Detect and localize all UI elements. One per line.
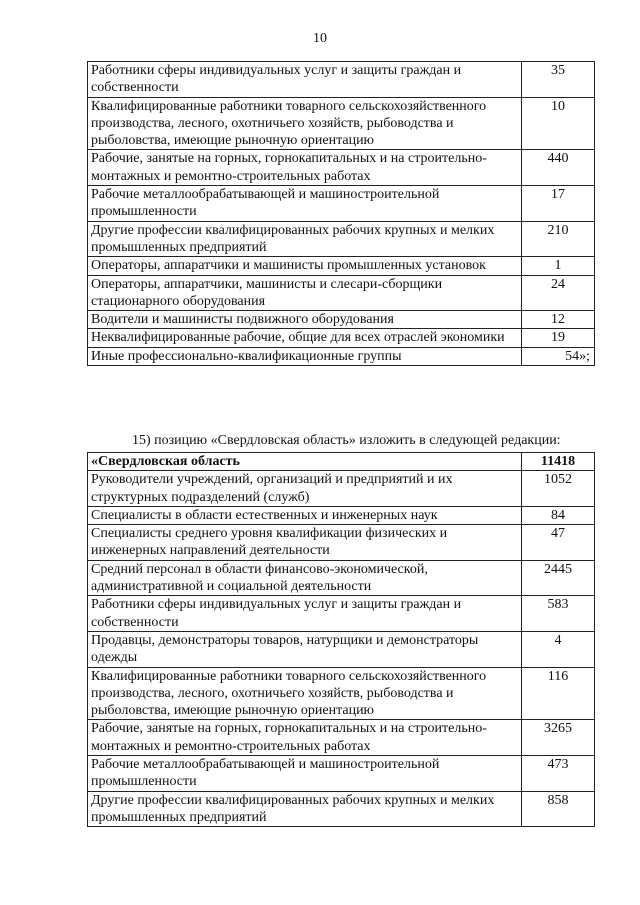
- row-value: 1052: [522, 471, 595, 507]
- row-value: 17: [522, 186, 595, 222]
- region-header-row: [88, 453, 595, 471]
- sverdlovsk-region-table: [87, 452, 595, 827]
- row-label: Специалисты в области естественных и инженерных наук: [88, 506, 522, 524]
- row-label: Работники сферы индивидуальных услуг и защиты граждан и собственности: [88, 596, 522, 632]
- table-row: [88, 97, 595, 150]
- table-body: [88, 62, 595, 366]
- row-label: Операторы, аппаратчики и машинисты промышленных установок: [88, 257, 522, 275]
- row-value: 4: [522, 631, 595, 667]
- row-label: Руководители учреждений, организаций и предприятий и их структурных подразделений (служб): [88, 471, 522, 507]
- table-row: [88, 329, 595, 347]
- row-value: 3265: [522, 720, 595, 756]
- table-row: [88, 596, 595, 632]
- row-label: Продавцы, демонстраторы товаров, натурщики и демонстраторы одежды: [88, 631, 522, 667]
- table-row: [88, 720, 595, 756]
- table-row: [88, 311, 595, 329]
- row-label: Рабочие, занятые на горных, горнокапитальных и на строительно-монтажных и ремонтно-строительных работах: [88, 150, 522, 186]
- page-number: 10: [313, 31, 327, 46]
- row-value: 54»;: [522, 347, 595, 365]
- table-row: [88, 560, 595, 596]
- table-row: [88, 221, 595, 257]
- row-value: 440: [522, 150, 595, 186]
- table-row: [88, 62, 595, 98]
- row-value: 35: [522, 62, 595, 98]
- row-value: 24: [522, 275, 595, 311]
- row-label: Квалифицированные работники товарного сельскохозяйственного производства, лесного, охотничьего хозяйств, рыбоводства и рыболовства, имеющие рыночную ориентацию: [88, 97, 522, 150]
- region-name: «Свердловская область: [88, 453, 522, 471]
- row-value: 47: [522, 525, 595, 561]
- row-value: 12: [522, 311, 595, 329]
- row-label: Рабочие, занятые на горных, горнокапитальных и на строительно-монтажных и ремонтно-строительных работах: [88, 720, 522, 756]
- table-row: [88, 667, 595, 720]
- row-label: Иные профессионально-квалификационные группы: [88, 347, 522, 365]
- row-value: 19: [522, 329, 595, 347]
- row-value: 473: [522, 756, 595, 792]
- table-row: [88, 471, 595, 507]
- row-value: 84: [522, 506, 595, 524]
- row-value: 10: [522, 97, 595, 150]
- row-value: 858: [522, 791, 595, 827]
- table-row: [88, 756, 595, 792]
- amendment-intro-text: 15) позицию «Свердловская область» изложить в следующей редакции:: [132, 433, 561, 448]
- row-label: Рабочие металлообрабатывающей и машиностроительной промышленности: [88, 186, 522, 222]
- table-body: [88, 453, 595, 827]
- table-row: [88, 275, 595, 311]
- row-label: Средний персонал в области финансово-экономической, административной и социальной деятельности: [88, 560, 522, 596]
- table-row: [88, 257, 595, 275]
- row-label: Квалифицированные работники товарного сельскохозяйственного производства, лесного, охотничьего хозяйств, рыбоводства и рыболовства, имеющие рыночную ориентацию: [88, 667, 522, 720]
- row-label: Другие профессии квалифицированных рабочих крупных и мелких промышленных предприятий: [88, 221, 522, 257]
- table-row: [88, 150, 595, 186]
- row-value: 116: [522, 667, 595, 720]
- row-value: 583: [522, 596, 595, 632]
- occupation-table-continued: [87, 61, 595, 366]
- table-row: [88, 791, 595, 827]
- region-total: 11418: [522, 453, 595, 471]
- row-label: Операторы, аппаратчики, машинисты и слесари-сборщики стационарного оборудования: [88, 275, 522, 311]
- row-label: Другие профессии квалифицированных рабочих крупных и мелких промышленных предприятий: [88, 791, 522, 827]
- row-label: Водители и машинисты подвижного оборудования: [88, 311, 522, 329]
- table-row: [88, 347, 595, 365]
- row-label: Рабочие металлообрабатывающей и машиностроительной промышленности: [88, 756, 522, 792]
- table-row: [88, 186, 595, 222]
- row-label: Специалисты среднего уровня квалификации физических и инженерных направлений деятельности: [88, 525, 522, 561]
- row-label: Работники сферы индивидуальных услуг и защиты граждан и собственности: [88, 62, 522, 98]
- table-row: [88, 631, 595, 667]
- row-value: 2445: [522, 560, 595, 596]
- row-value: 1: [522, 257, 595, 275]
- row-value: 210: [522, 221, 595, 257]
- table-row: [88, 506, 595, 524]
- row-label: Неквалифицированные рабочие, общие для всех отраслей экономики: [88, 329, 522, 347]
- table-row: [88, 525, 595, 561]
